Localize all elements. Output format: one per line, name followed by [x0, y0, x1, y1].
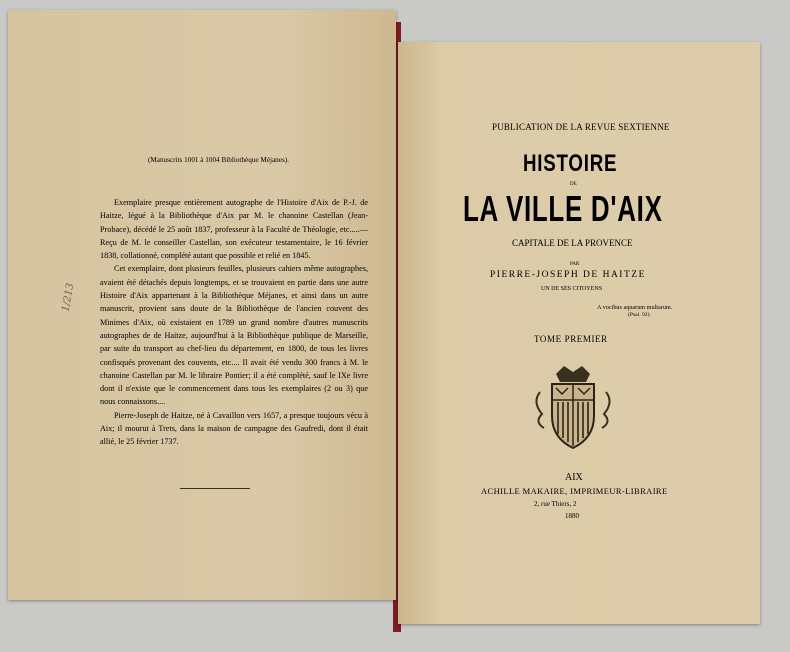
publisher-name: ACHILLE MAKAIRE, IMPRIMEUR-LIBRAIRE [481, 486, 668, 496]
pencil-mark: 1/213 [60, 282, 77, 313]
epigraph: A vocibus aquarum multarum. [597, 304, 673, 311]
title-histoire: HISTOIRE [523, 150, 618, 177]
paragraph-1: Exemplaire presque entièrement autographe de l'Histoire d'Aix de P.-J. de Haitze, légué à la Bibliothèque d'Aix par M. le chanoine Castellan (Jean-Probace), décédé le 25 août 1837, professeur à la Faculté de Théologie, etc.....—Reçu de M. le conseiller Castellan, son exécuteur testamentaire, le 16 février 1838, collationné, complété autant que possible et relié en 1845. [100, 198, 368, 261]
title-de: DE [570, 182, 577, 187]
aix-coat-of-arms-icon [528, 362, 618, 452]
epigraph-reference: (Psal. 92). [628, 312, 651, 318]
subtitle: CAPITALE DE LA PROVENCE [512, 238, 633, 248]
publication-line: PUBLICATION DE LA REVUE SEXTIENNE [492, 122, 670, 132]
par-label: PAR [570, 262, 580, 267]
publication-year: 1880 [565, 512, 579, 520]
closing-rule [180, 488, 250, 489]
author-note: UN DE SES CITOYENS [541, 286, 603, 292]
paragraph-2: Cet exemplaire, dont plusieurs feuilles, plusieurs cahiers même autographes, avaient été détachés depuis longtemps, et se trouvaient en partie dans une autre Histoire d'Aix appartenant à la Bibliothèque Méjanes, et ainsi dans un autre manuscrit, provient sans doute de la Bibliothèque de l'ancien couvent des Minimes d'Aix, où existaient en 1789 un grand nombre d'autres manuscrits autographes de de Haitze, aujourd'hui à la Bibliothèque publique de Marseille, par suite du transport au chef-lieu du département, en 1800, de tous les livres confisqués provenant des couvents, etc.... Il avait été vendu 300 francs à M. le chanoine Castellan par M. le libraire Pontier; il a été complété, sauf le IXe livre dont il n'existe que le commencement dans tous les exemplaires (2 ou 3) que nous connaissons.... [100, 264, 368, 407]
paragraph-3: Pierre-Joseph de Haitze, né à Cavaillon vers 1657, a presque toujours vécu à Aix; il mourut à Trets, dans la maison de campagne des Gaufredi, dont il était allié, le 25 février 1737. [100, 410, 368, 447]
title-ville-daix: LA VILLE D'AIX [463, 188, 663, 229]
manuscript-heading: (Manuscrits 1001 à 1004 Bibliothèque Méjanes). [148, 156, 289, 164]
author-name: PIERRE-JOSEPH DE HAITZE [490, 270, 646, 280]
publisher-address: 2, rue Thiers, 2 [534, 500, 577, 508]
imprint-city: AIX [565, 472, 583, 483]
volume-label: TOME PREMIER [534, 334, 608, 344]
left-page-text [100, 196, 368, 449]
